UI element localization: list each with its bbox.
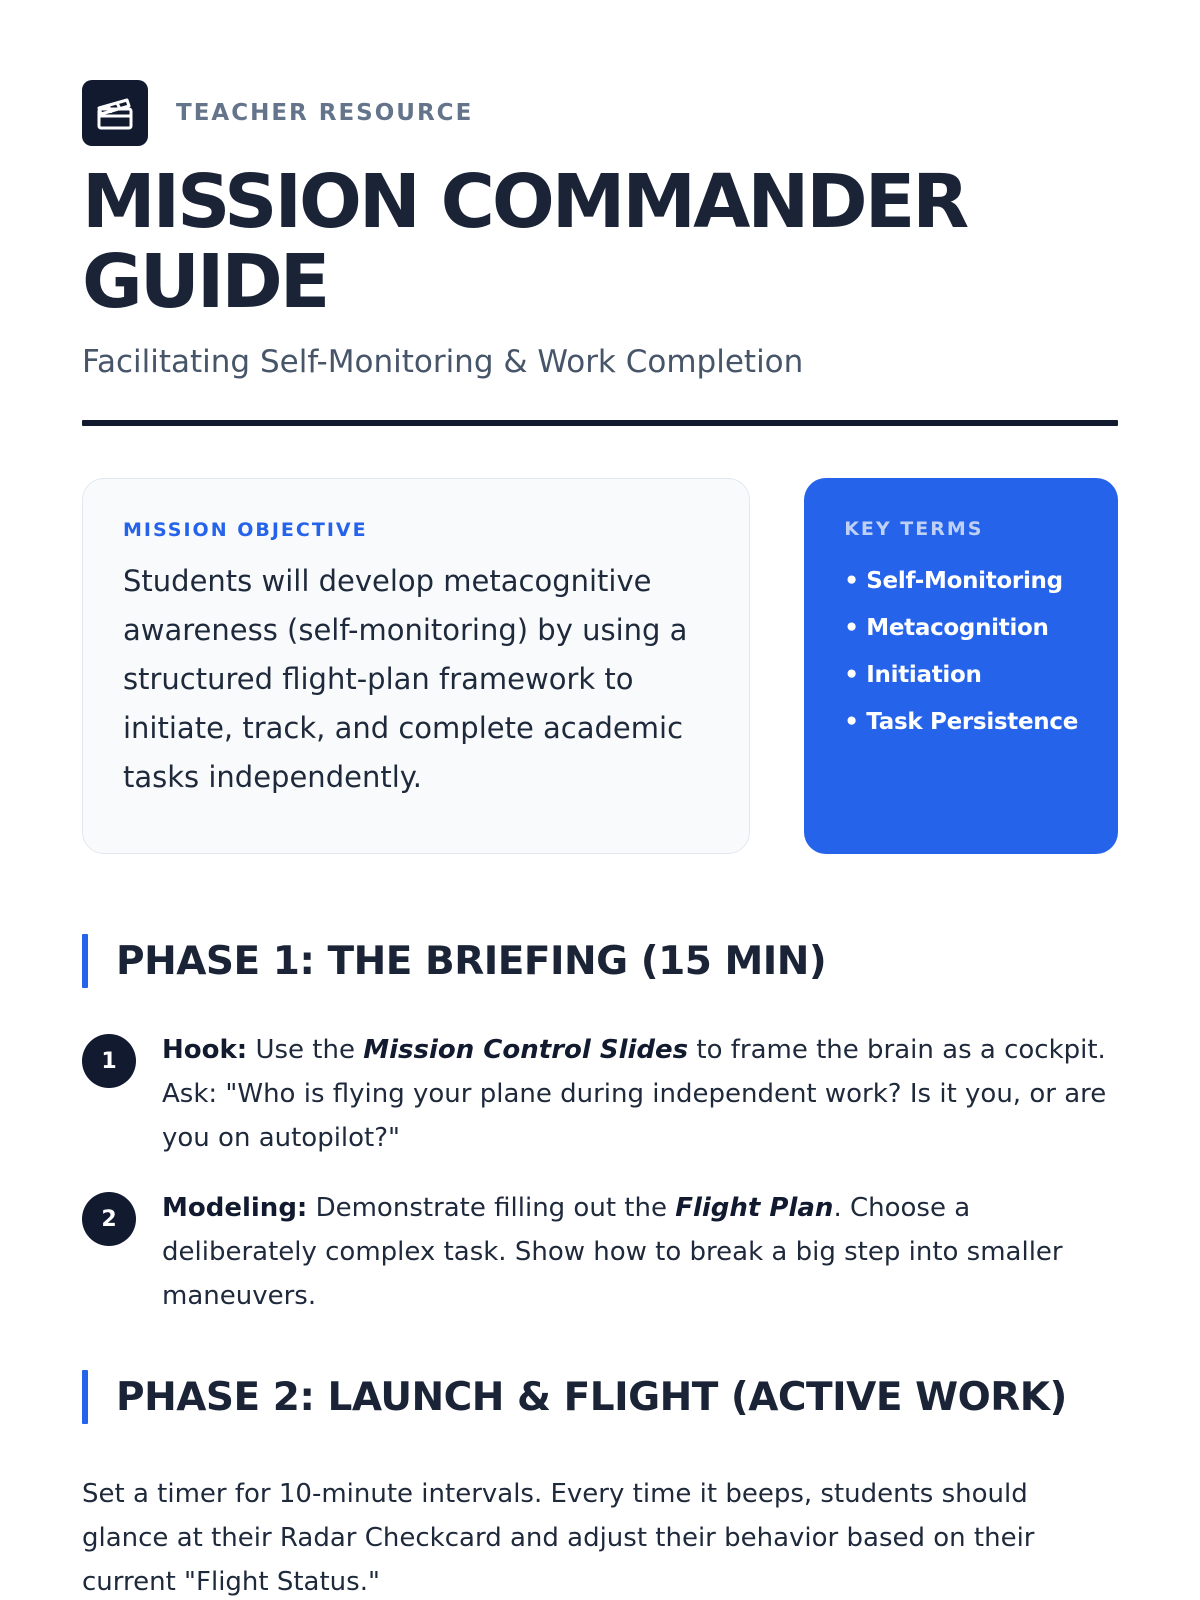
phase-1-title: PHASE 1: THE BRIEFING (15 MIN) [116, 938, 827, 984]
step-item [82, 1028, 1118, 1160]
key-terms-label: KEY TERMS [844, 518, 984, 540]
page-title [82, 159, 1118, 325]
phase-2-heading [82, 1370, 1118, 1424]
header-top [82, 80, 1118, 146]
summary-cards [82, 478, 1118, 854]
step-item [82, 1186, 1118, 1318]
phase-accent-bar [82, 934, 88, 988]
phase-accent-bar [82, 1370, 88, 1424]
step-text-part: Use the [247, 1035, 364, 1065]
key-terms-card [804, 478, 1118, 854]
key-term-item: • Initiation [844, 662, 982, 688]
phase-1-heading [82, 934, 1118, 988]
clapperboard-icon [82, 80, 148, 146]
title-line-2: GUIDE [82, 239, 328, 325]
phase-1-steps [82, 1028, 1118, 1318]
step-text [162, 1186, 1118, 1318]
title-line-1: MISSION COMMANDER [82, 159, 967, 245]
step-text [162, 1028, 1118, 1160]
step-number-badge: 2 [82, 1192, 136, 1246]
key-term-item: • Metacognition [844, 615, 1049, 641]
key-term-item: • Task Persistence [844, 709, 1078, 735]
step-label: Modeling: [162, 1193, 308, 1223]
step-text-part: Demonstrate filling out the [307, 1193, 676, 1223]
key-term-item: • Self-Monitoring [844, 568, 1063, 594]
phase-2-text: Set a timer for 10-minute intervals. Every time it beeps, students should glance at their Radar Checkcard and adjust their behavior based on their current "Flight Status." [82, 1479, 1035, 1597]
step-emphasis: Flight Plan [675, 1193, 834, 1223]
step-emphasis: Mission Control Slides [363, 1035, 689, 1065]
mission-objective-card [82, 478, 750, 854]
step-text-part: to frame the brain as a cockpit. Ask: "Who is flying your plane during independent work? Is it you, or are you on autopilot?" [162, 1035, 1107, 1153]
eyebrow-label: TEACHER RESOURCE [176, 100, 474, 126]
phase-2-title: PHASE 2: LAUNCH & FLIGHT (ACTIVE WORK) [116, 1374, 1067, 1420]
step-text-part: . Choose a deliberately complex task. Show how to break a big step into smaller maneuvers. [162, 1193, 1063, 1311]
header-divider [82, 420, 1118, 426]
page-subtitle: Facilitating Self-Monitoring & Work Completion [82, 344, 804, 380]
objective-text: Students will develop metacognitive awareness (self-monitoring) by using a structured flight-plan framework to initiate, track, and complete academic tasks independently. [123, 564, 688, 794]
objective-label: MISSION OBJECTIVE [123, 519, 368, 541]
step-number-badge: 1 [82, 1034, 136, 1088]
step-label: Hook: [162, 1035, 248, 1065]
key-terms-list [844, 558, 1078, 746]
